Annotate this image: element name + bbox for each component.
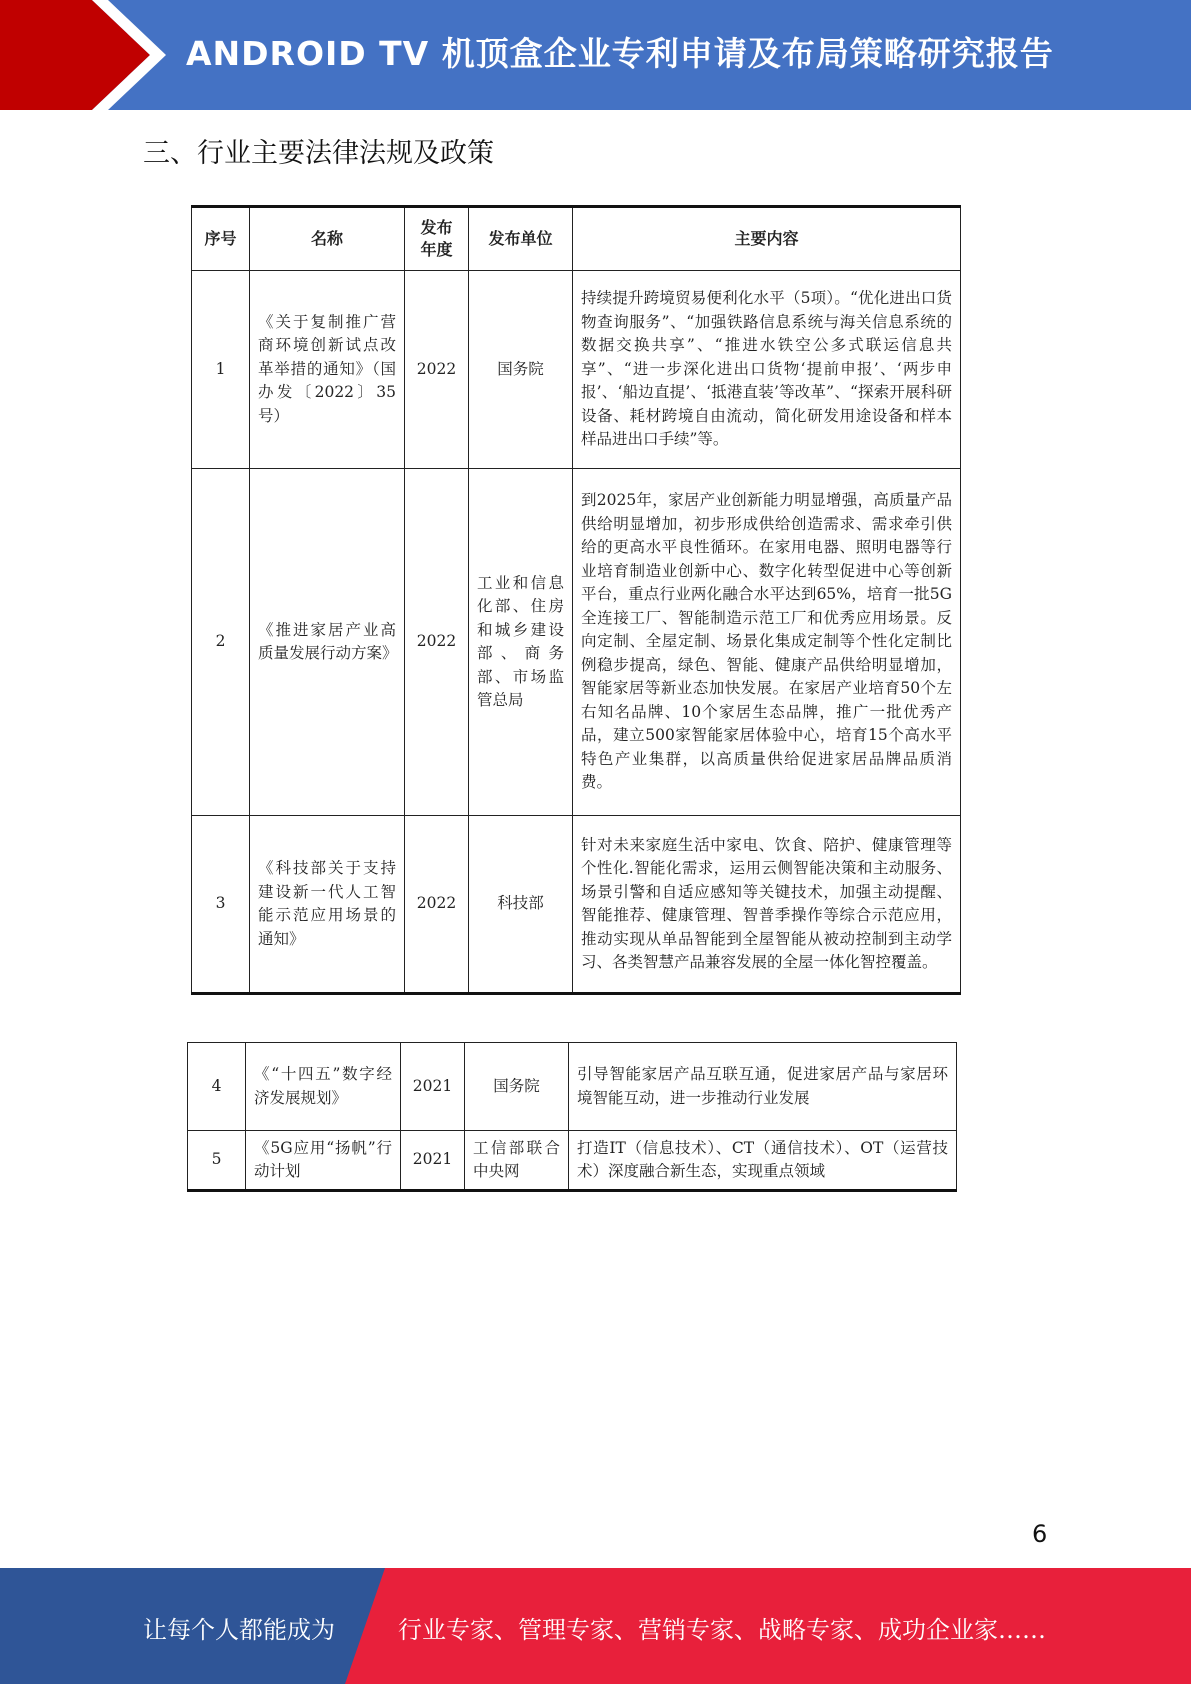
row-content: 打造IT（信息技术）、CT（通信技术）、OT（运营技术）深度融合新生态，实现重点领域 (569, 1131, 957, 1191)
row-year: 2021 (401, 1131, 465, 1191)
section-heading: 三、行业主要法律法规及政策 (143, 138, 494, 169)
row-no: 1 (192, 271, 250, 469)
header-year: 发布 年度 (405, 207, 469, 271)
row-name: 《5G应用“扬帆”行动计划 (246, 1131, 401, 1191)
policy-table (191, 205, 961, 995)
row-name: 《关于复制推广营商环境创新试点改革举措的通知》（国办发〔2022〕35号） (250, 271, 405, 469)
row-unit: 国务院 (465, 1043, 569, 1131)
policy-table-continued (187, 1042, 957, 1192)
table-header-row (192, 207, 961, 271)
row-content: 持续提升跨境贸易便利化水平（5项）。“优化进出口货物查询服务”、“加强铁路信息系统与海关信息系统的数据交换共享”、“推进水铁空公多式联运信息共享”、“进一步深化进出口货物‘提前申报’、‘两步申报’、‘船边直提’、‘抵港直装’等改革”、“探索开展科研设备、耗材跨境自由流动，简化研发用途设备和样本样品进出口手续”等。 (573, 271, 961, 469)
header-unit: 发布单位 (469, 207, 573, 271)
row-no: 4 (188, 1043, 246, 1131)
row-unit: 科技部 (469, 816, 573, 994)
row-unit: 工业和信息化部、住房和城乡建设部、商务部、市场监管总局 (469, 469, 573, 816)
row-content: 针对未来家庭生活中家电、饮食、陪护、健康管理等个性化.智能化需求，运用云侧智能决策和主动服务、场景引警和自适应感知等关键技术，加强主动提醒、智能推荐、健康管理、智普季操作等综合示范应用，推动实现从单品智能到全屋智能从被动控制到主动学习、各类智慧产品兼容发展的全屋一体化智控覆盖。 (573, 816, 961, 994)
row-no: 3 (192, 816, 250, 994)
row-content: 引导智能家居产品互联互通，促进家居产品与家居环境智能互动，进一步推动行业发展 (569, 1043, 957, 1131)
table-row (188, 1131, 957, 1191)
header-content: 主要内容 (573, 207, 961, 271)
footer-slogan-left: 让每个人都能成为 (143, 1616, 335, 1644)
header-name: 名称 (250, 207, 405, 271)
table-row (188, 1043, 957, 1131)
row-year: 2022 (405, 816, 469, 994)
row-no: 2 (192, 469, 250, 816)
row-unit: 国务院 (469, 271, 573, 469)
header-title: ANDROID TV 机顶盒企业专利申请及布局策略研究报告 (186, 34, 1054, 73)
page-number: 6 (1032, 1520, 1048, 1548)
row-year: 2022 (405, 271, 469, 469)
table-row (192, 271, 961, 469)
row-name: 《科技部关于支持建设新一代人工智能示范应用场景的通知》 (250, 816, 405, 994)
header-banner (0, 0, 1191, 110)
row-content: 到2025年，家居产业创新能力明显增强，高质量产品供给明显增加，初步形成供给创造需求、需求牵引供给的更高水平良性循环。在家用电器、照明电器等行业培育制造业创新中心、数字化转型促进中心等创新平台，重点行业两化融合水平达到65%，培育一批5G全连接工厂、智能制造示范工厂和优秀应用场景。反向定制、全屋定制、场景化集成定制等个性化定制比例稳步提高，绿色、智能、健康产品供给明显增加，智能家居等新业态加快发展。在家居产业培育50个左右知名品牌、10个家居生态品牌，推广一批优秀产品，建立500家智能家居体验中心，培育15个高水平特色产业集群，以高质量供给促进家居品牌品质消费。 (573, 469, 961, 816)
table-row (192, 469, 961, 816)
row-year: 2022 (405, 469, 469, 816)
footer-banner (0, 1568, 1191, 1684)
header-no: 序号 (192, 207, 250, 271)
row-name: 《推进家居产业高质量发展行动方案》 (250, 469, 405, 816)
footer-slogan-right: 行业专家、管理专家、营销专家、战略专家、成功企业家…… (398, 1616, 1046, 1644)
row-name: 《“十四五”数字经济发展规划》 (246, 1043, 401, 1131)
row-no: 5 (188, 1131, 246, 1191)
row-year: 2021 (401, 1043, 465, 1131)
row-unit: 工信部联合中央网 (465, 1131, 569, 1191)
table-row (192, 816, 961, 994)
